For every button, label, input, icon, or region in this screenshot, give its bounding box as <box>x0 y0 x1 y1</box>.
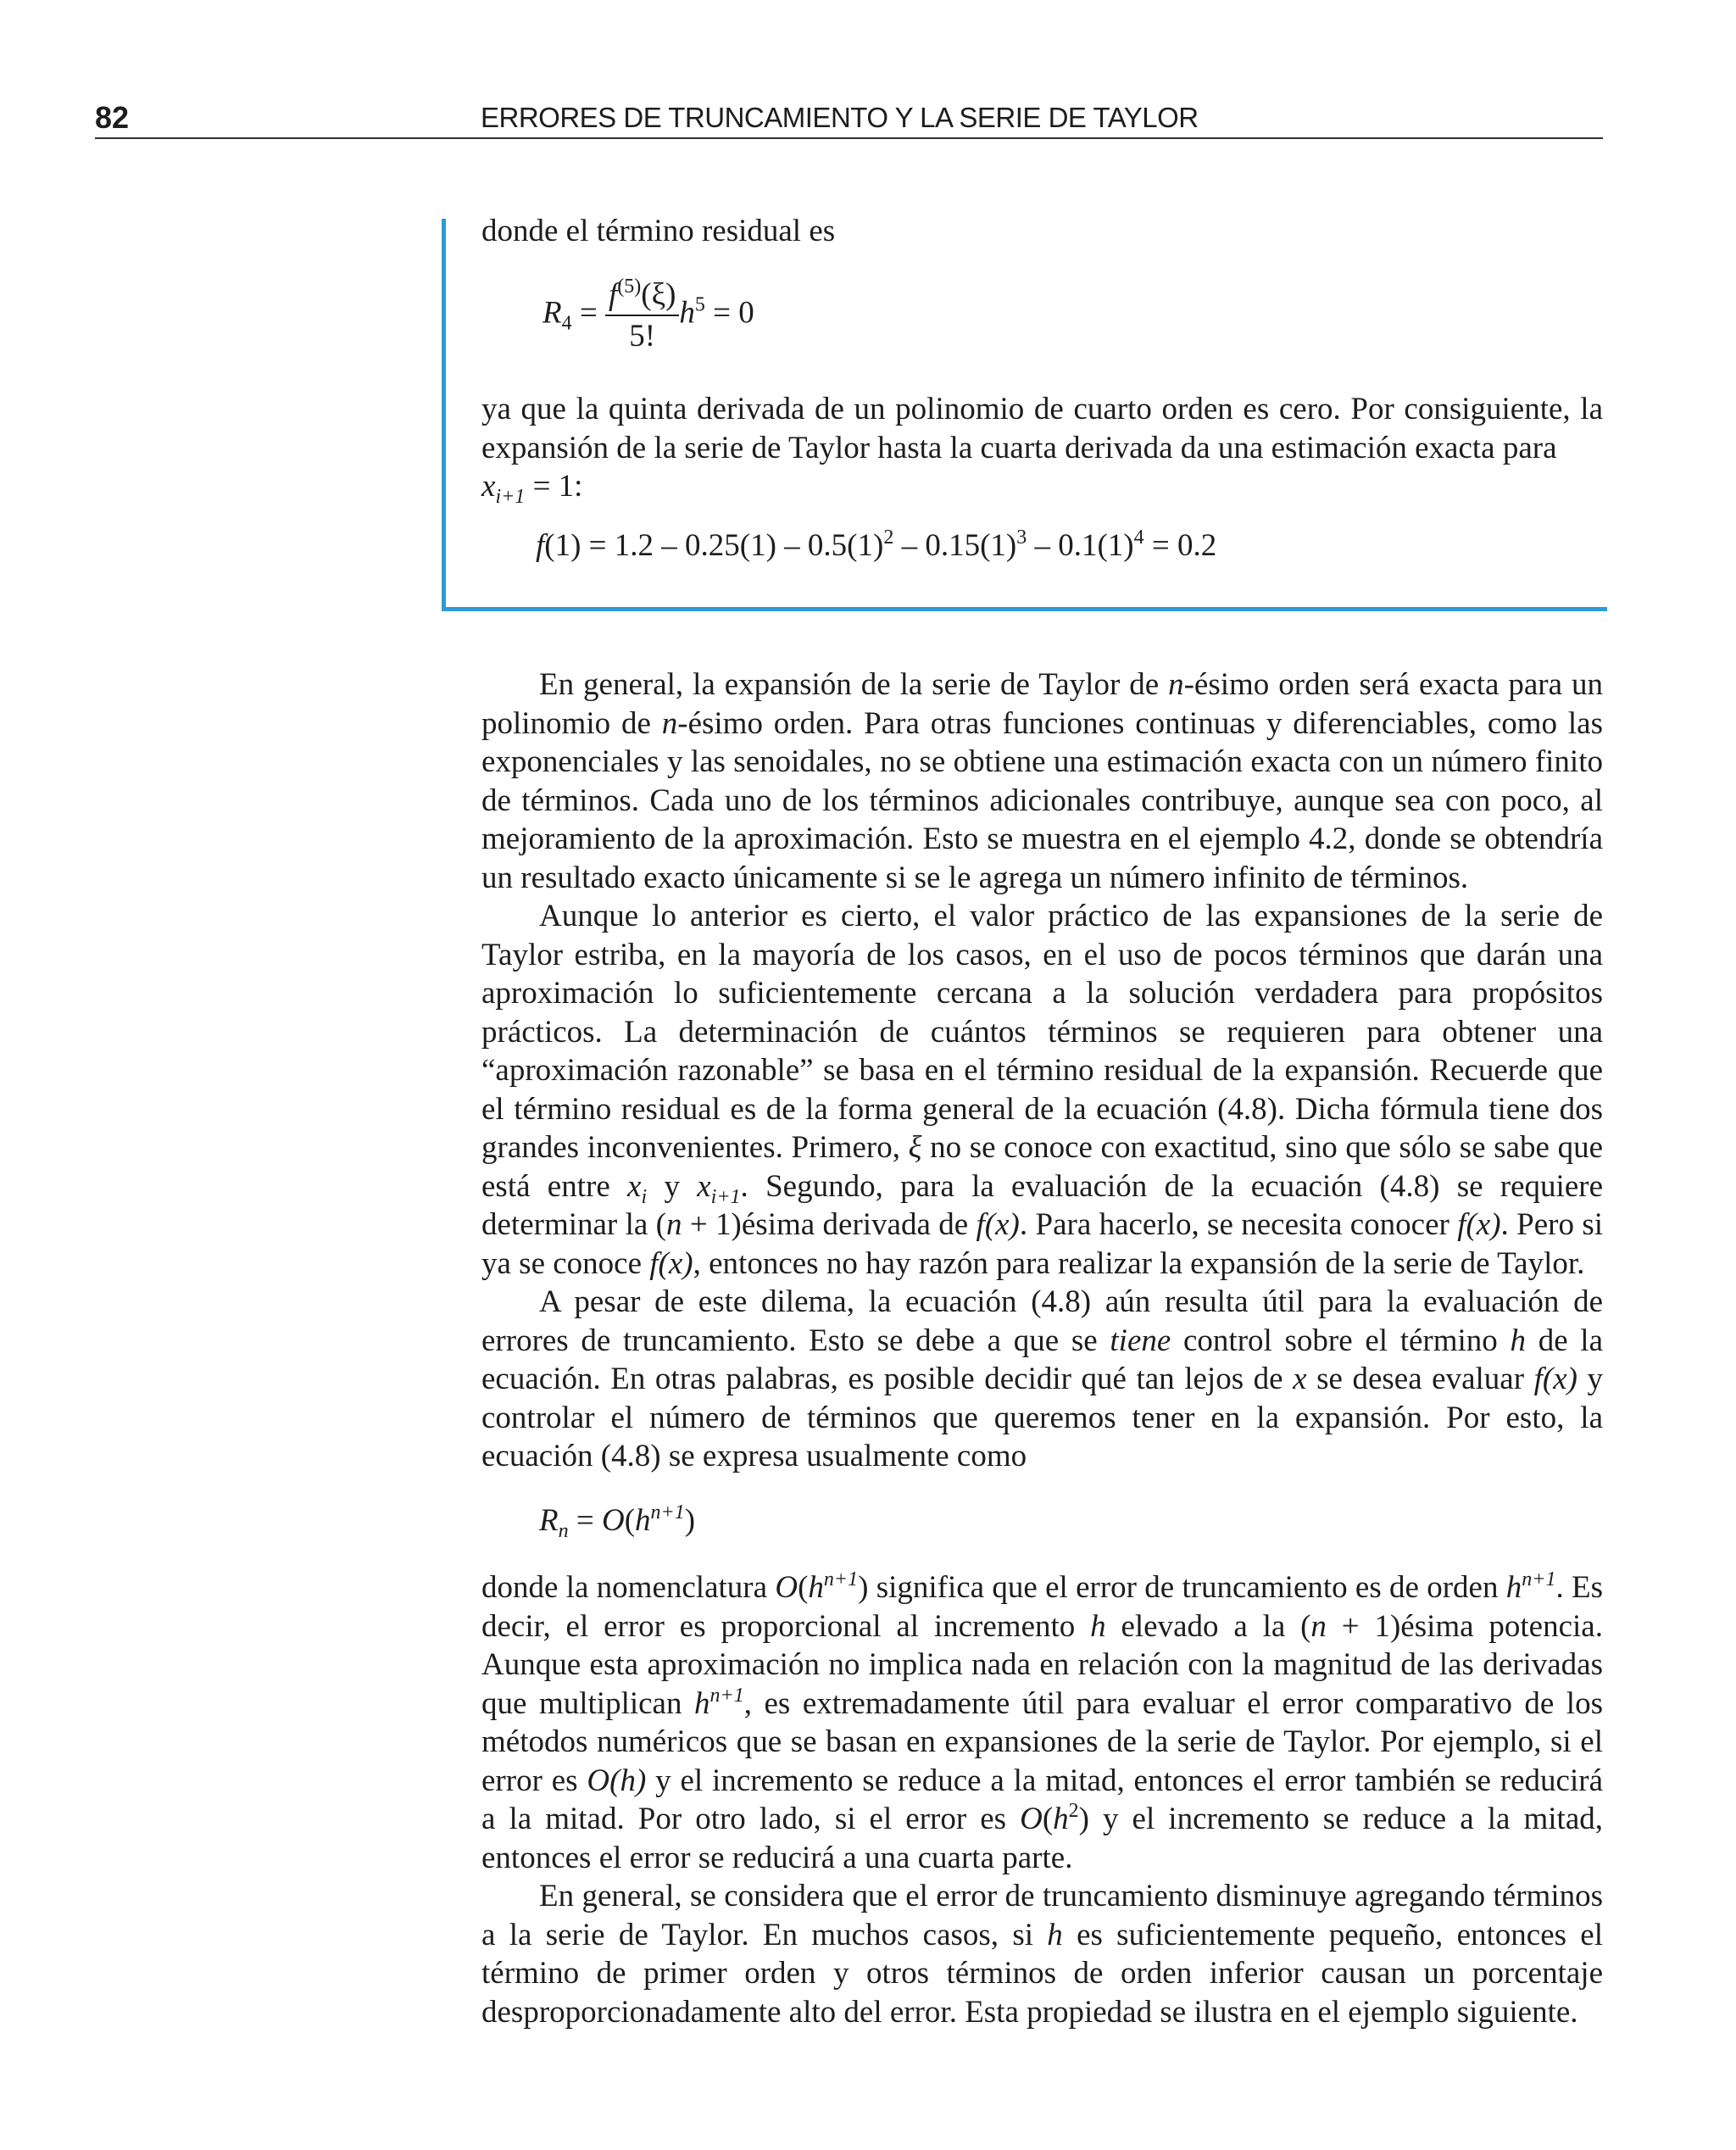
page-number: 82 <box>95 100 130 135</box>
result-equation: $f(1) = 1.2 - 0.25(1) - 0.5(1)^2 - 0.15(1)^3 - 0.1(1)^4 = 0.2$ <box>536 526 1217 563</box>
paragraph-4: donde la nomenclatura $O(h^{n+1})$ significa que el error de truncamiento es de orden $h^{n+1}$. Es decir, el error es proporcional al incremento h elevado a la (n + 1)ésima potencia. Aunque esta aproximación no implica nada en relación con la magnitud de las derivadas que multiplican $h^{n+1}$, es extremadamente útil para evaluar el error comparativo de los métodos numéricos que se basan en expansiones de la serie de Taylor. Por ejemplo, si el error es O(h) y el incremento se reduce a la mitad, entonces el error también se reducirá a la mitad. Por otro lado, si el error es $O(h^2)$ y el incremento se reduce a la mitad, entonces el error se reducirá a una cuarta parte. <box>481 1568 1604 1875</box>
paragraph-5: En general, se considera que el error de truncamiento disminuye agregando términos a la serie de Taylor. En muchos casos, si h es suficientemente pequeño, entonces el término de primer orden y otros términos de orden inferior causan un porcentaje desproporcionadamente alto del error. Esta propiedad se ilustra en el ejemplo siguiente. <box>481 1879 1604 2030</box>
order-equation: $R_n = O(h^{n+1})$ <box>539 1501 696 1542</box>
running-head: ERRORES DE TRUNCAMIENTO Y LA SERIE DE TAYLOR <box>481 102 1199 133</box>
page-header <box>95 95 1603 139</box>
example-intro: donde el término residual es <box>481 214 836 248</box>
body-text-block-2 <box>481 1568 1603 2031</box>
paragraph-3: A pesar de este dilema, la ecuación (4.8) aún resulta útil para la evaluación de errores de truncamiento. Esto se debe a que se tiene control sobre el término h de la ecuación. En otras palabras, es posible decidir qué tan lejos de x se desea evaluar f(x) y controlar el número de términos que queremos tener en la expansión. Por esto, la ecuación (4.8) se expresa usualmente como <box>481 1284 1604 1473</box>
paragraph-1: En general, la expansión de la serie de Taylor de n-ésimo orden será exacta para un polinomio de n-ésimo orden. Para otras funciones continuas y diferenciables, como las exponenciales y las senoidales, no se obtiene una estimación exacta con un número finito de términos. Cada uno de los términos adicionales contribuye, aunque sea con poco, al mejoramiento de la aproximación. Esto se muestra en el ejemplo 4.2, donde se obtendría un resultado exacto únicamente si se le agrega un número infinito de términos. <box>481 667 1603 895</box>
remainder-equation: $R_4$ = $\frac{f^{(5)}(\xi)}{5!}$ $h^5 = 0$ <box>542 276 754 354</box>
paragraph-2: Aunque lo anterior es cierto, el valor práctico de las expansiones de la serie de Taylor estriba, en la mayoría de los casos, en el uso de pocos términos que darán una aproximación lo suficientemente cercana a la solución verdadera para propósitos prácticos. La determinación de cuántos términos se requieren para obtener una “aproximación razonable” se basa en el término residual de la expansión. Recuerde que el término residual es de la forma general de la ecuación (4.8). Dicha fórmula tiene dos grandes inconvenientes. Primero, ξ no se conoce con exactitud, sino que sólo se sabe que está entre $x_i$ y $x_{i+1}$. Segundo, para la evaluación de la ecuación (4.8) se requiere determinar la (n + 1)ésima derivada de f(x). Para hacerlo, se necesita conocer f(x). Pero si ya se conoce f(x), entonces no hay razón para realizar la expansión de la serie de Taylor. <box>481 899 1604 1281</box>
remainder-fraction: $\frac{f^{(5)}(\xi)}{5!}$ <box>605 276 679 354</box>
example-paragraph: ya que la quinta derivada de un polinomio de cuarto orden es cero. Por consiguiente, la expansión de la serie de Taylor hasta la cuarta derivada da una estimación exacta para $x_{i+1} = 1$: <box>481 392 1603 508</box>
body-text-block-1 <box>481 666 1603 1476</box>
